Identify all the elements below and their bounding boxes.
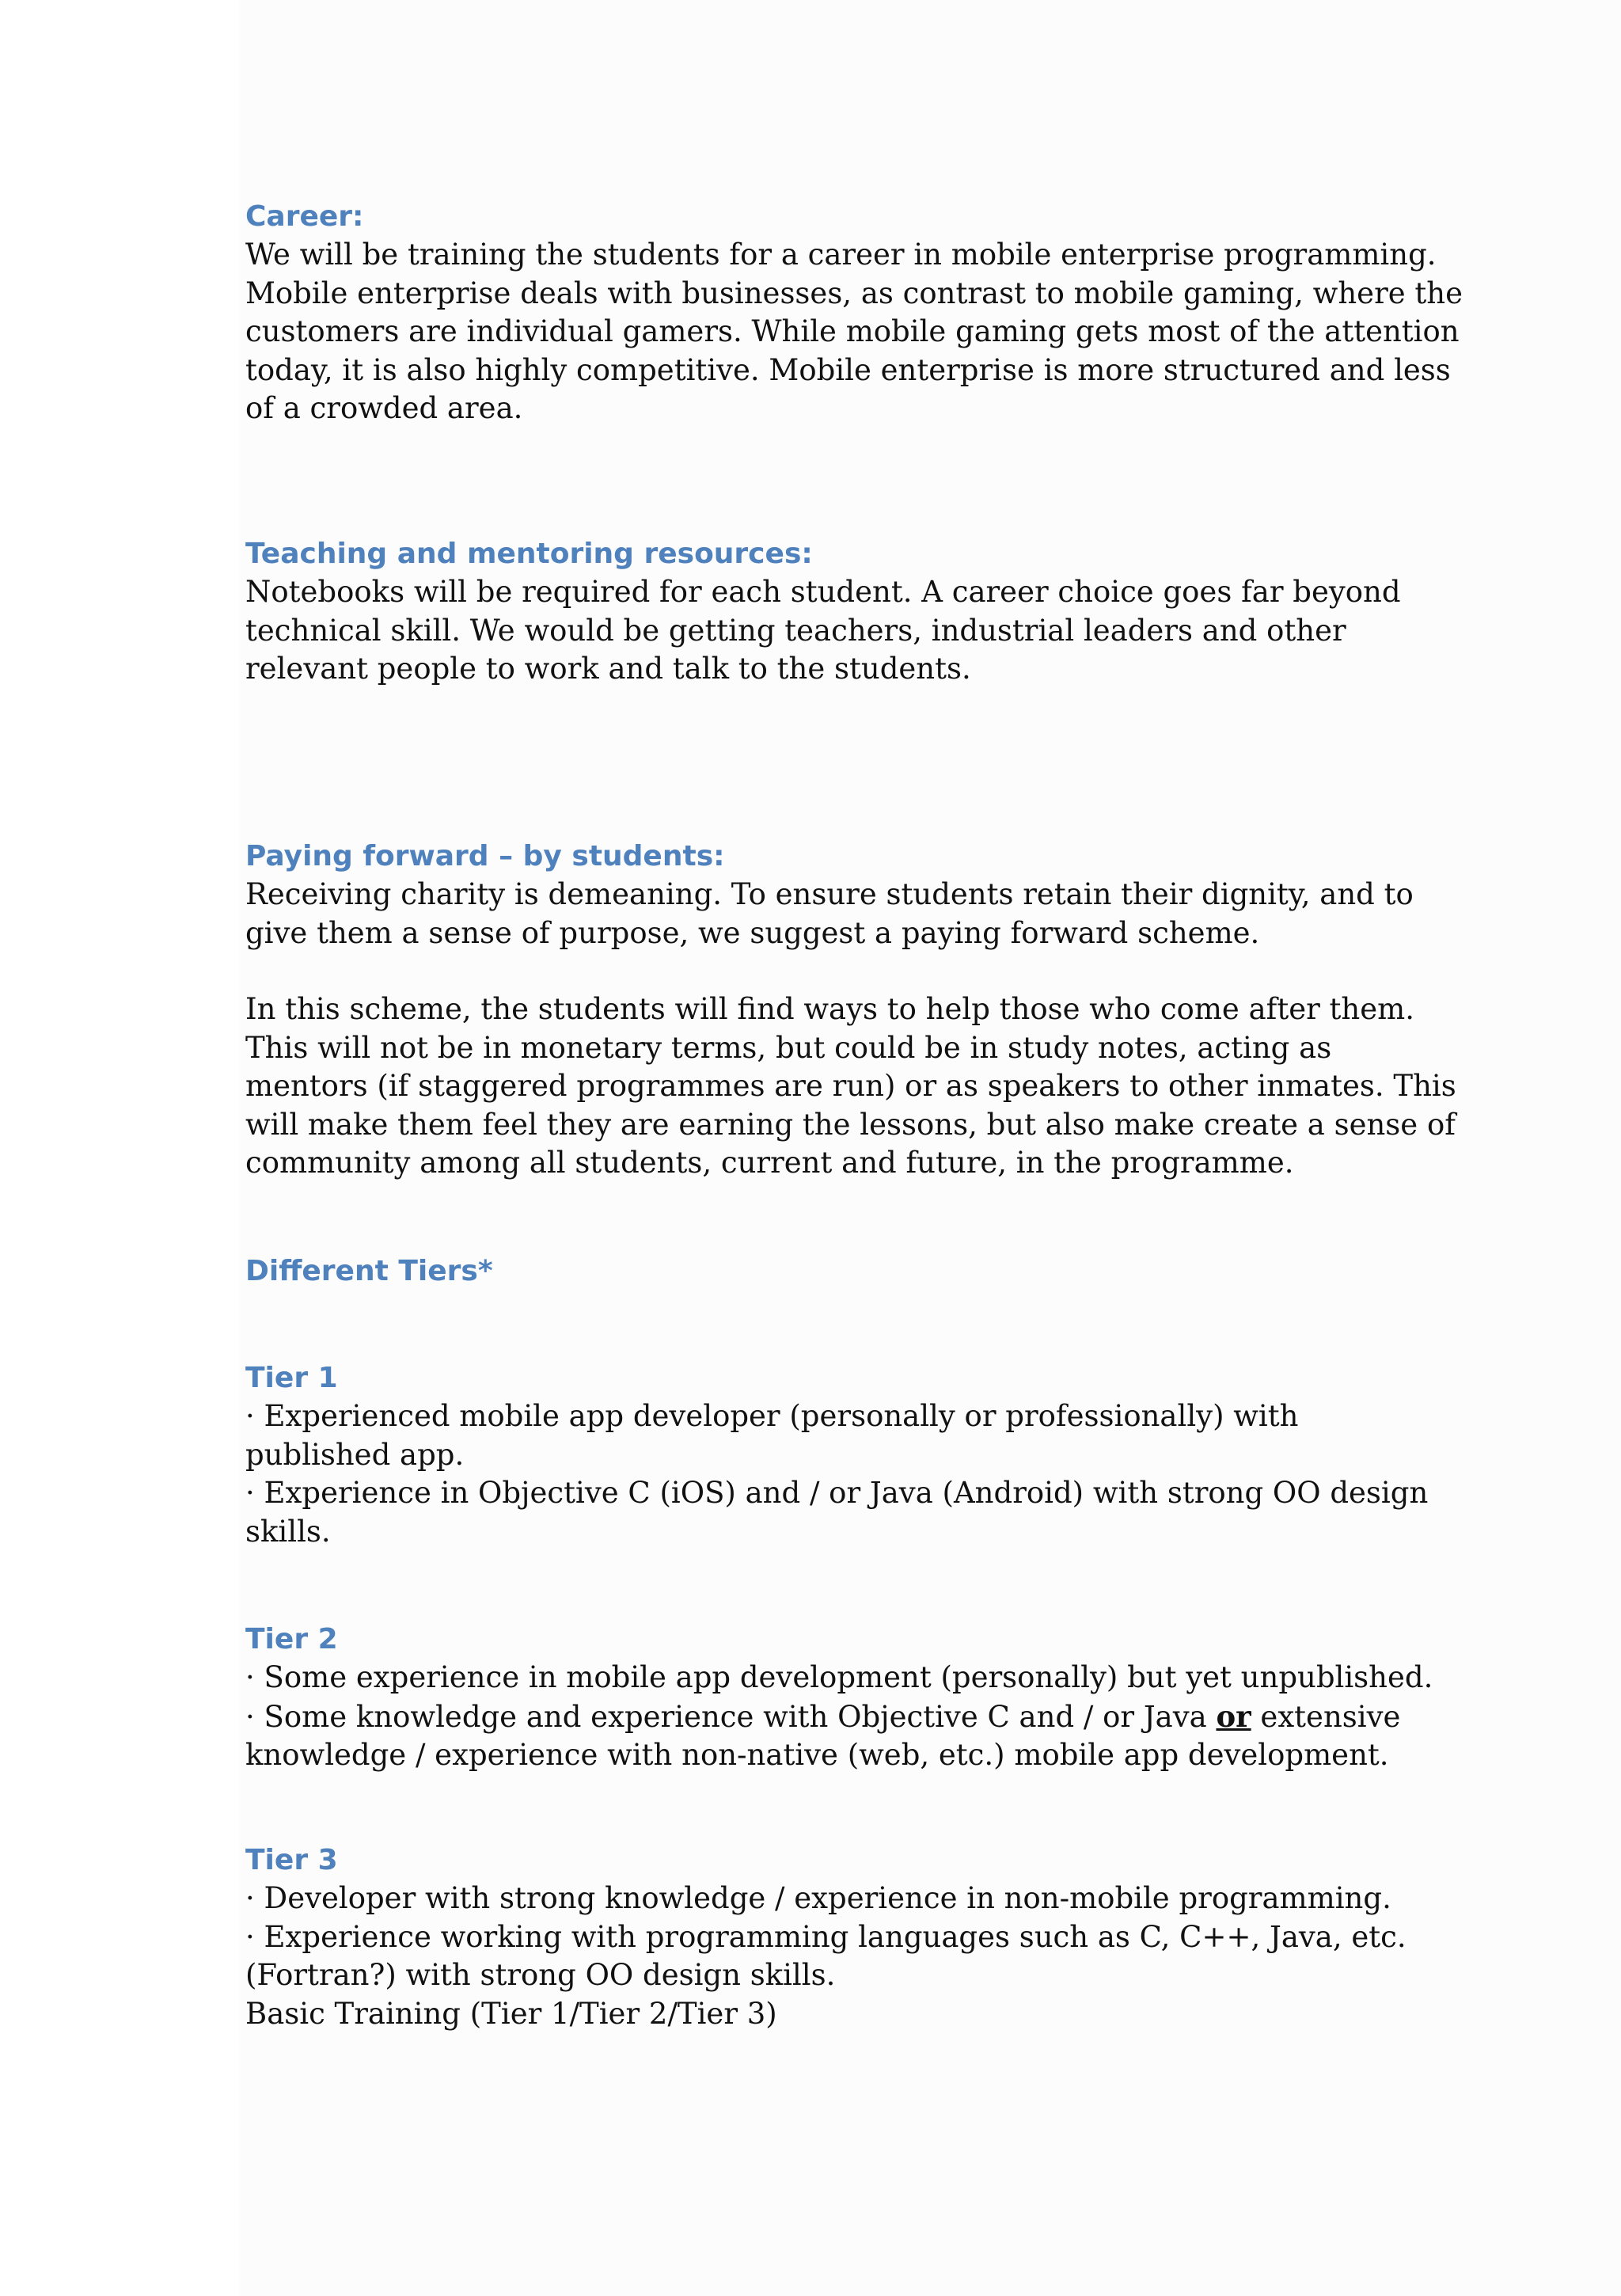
bullet-line: knowledge / experience with non-native (web, etc.) mobile app development. (245, 1738, 1389, 1773)
tier-heading: Tier 3 (245, 1844, 338, 1876)
paragraph-line: technical skill. We would be getting teachers, industrial leaders and other (245, 613, 1346, 648)
paragraph-line: We will be training the students for a career in mobile enterprise programming. (245, 238, 1437, 272)
section-teaching-resources (245, 535, 1401, 689)
paragraph-line: of a crowded area. (245, 391, 523, 426)
bullet-line: · Some experience in mobile app development (personally) but yet unpublished. (245, 1660, 1433, 1694)
paragraph-line: In this scheme, the students will find ways to help those who come after them. (245, 992, 1414, 1026)
tier-heading: Tier 2 (245, 1623, 338, 1655)
paragraph-line: will make them feel they are earning the lessons, but also make create a sense of (245, 1107, 1456, 1142)
bullet-line: published app. (245, 1437, 465, 1472)
tier-heading: Tier 1 (245, 1362, 338, 1394)
paragraph-line: relevant people to work and talk to the students. (245, 652, 971, 686)
paragraph-line: mentors (if staggered programmes are run) or as speakers to other inmates. This (245, 1069, 1456, 1104)
paragraph-line: give them a sense of purpose, we suggest a paying forward scheme. (245, 915, 1260, 950)
paragraph-line: today, it is also highly competitive. Mobile enterprise is more structured and less (245, 352, 1451, 387)
section-paying-forward-scheme (245, 990, 1456, 1183)
section-tier-2 (245, 1621, 1433, 1775)
bullet-line: · Experience in Objective C (iOS) and / or Java (Android) with strong OO design (245, 1476, 1429, 1511)
paragraph-line: Mobile enterprise deals with businesses, as contrast to mobile gaming, where the (245, 276, 1463, 310)
emphasis-or: or (1216, 1698, 1251, 1734)
section-paying-forward (245, 838, 1414, 952)
section-heading: Paying forward – by students: (245, 840, 725, 872)
section-heading: Different Tiers* (245, 1255, 493, 1287)
section-tier-3 (245, 1842, 1407, 2033)
section-heading: Teaching and mentoring resources: (245, 538, 813, 570)
section-tier-1 (245, 1359, 1429, 1551)
bullet-line: · Developer with strong knowledge / experience in non-mobile programming. (245, 1881, 1391, 1915)
section-different-tiers (245, 1253, 1393, 1291)
paragraph-line: Notebooks will be required for each student. A career choice goes far beyond (245, 575, 1401, 609)
bullet-line (245, 1697, 1401, 1737)
paragraph-line: customers are individual gamers. While mobile gaming gets most of the attention (245, 314, 1460, 349)
bullet-line: (Fortran?) with strong OO design skills. (245, 1958, 836, 1993)
section-heading: Career: (245, 200, 364, 233)
section-career (245, 198, 1463, 428)
bullet-line: · Experience working with programming languages such as C, C++, Java, etc. (245, 1919, 1407, 1954)
bullet-text: extensive (1251, 1699, 1401, 1734)
bullet-line: · Experienced mobile app developer (personally or professionally) with (245, 1399, 1299, 1433)
bullet-line: skills. (245, 1514, 331, 1549)
paragraph-line: community among all students, current and future, in the programme. (245, 1146, 1294, 1180)
bullet-text: · Some knowledge and experience with Objective C and / or Java (245, 1699, 1217, 1734)
paragraph-line: Receiving charity is demeaning. To ensure students retain their dignity, and to (245, 877, 1414, 911)
paragraph-line: This will not be in monetary terms, but could be in study notes, acting as (245, 1030, 1332, 1065)
paragraph-line: Basic Training (Tier 1/Tier 2/Tier 3) (245, 1996, 777, 2031)
